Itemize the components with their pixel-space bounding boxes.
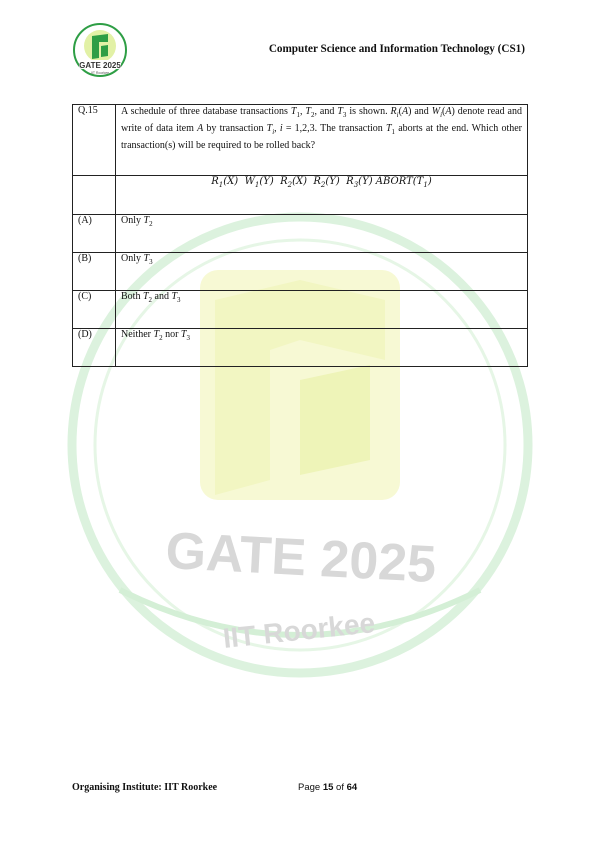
option-a-row [73, 215, 528, 253]
option-label: (B) [73, 253, 116, 291]
option-label: (C) [73, 291, 116, 329]
option-c-row [73, 291, 528, 329]
option-label: (D) [73, 329, 116, 367]
logo-subtext: IIT Roorkee [90, 71, 110, 75]
footer-page-number: Page 15 of 64 [298, 782, 358, 793]
option-text: Only $T_2$ [116, 215, 528, 253]
question-row [73, 105, 528, 176]
option-text: Neither $T_2$ nor $T_3$ [116, 329, 528, 367]
gate-logo [72, 22, 128, 78]
watermark-title: GATE 2025 [164, 521, 438, 595]
footer-organiser: Organising Institute: IIT Roorkee [72, 782, 218, 793]
option-b-row [73, 253, 528, 291]
option-d-row [73, 329, 528, 367]
question-text-cell [116, 105, 528, 176]
option-text: Both $T_2$ and $T_3$ [116, 291, 528, 329]
header-title: Computer Science and Information Technology (CS1) [268, 43, 525, 55]
option-label: (A) [73, 215, 116, 253]
logo-text: GATE 2025 [79, 61, 121, 70]
watermark-subtitle: IIT Roorkee [221, 607, 377, 654]
question-number: Q.15 [73, 105, 116, 176]
question-table [72, 104, 528, 367]
option-text: Only $T_3$ [116, 253, 528, 291]
schedule-formula: $R_1(X)$ $W_1(Y)$ $R_2(X)$ $R_2(Y)$ $R_3(Y)$ $ABORT(T_1)$ [211, 176, 432, 189]
question-text: A schedule of three database transactions $T_1$, $T_2$, and $T_3$ is shown. $R_i(A)$ and $W_i(A)$ denote read and write of data item A by transaction $T_i$, i = 1,2,3. The transaction $T_1$ aborts at the end. Which other transaction(s) will be required to be rolled back? [121, 106, 523, 151]
schedule-row [73, 176, 528, 215]
